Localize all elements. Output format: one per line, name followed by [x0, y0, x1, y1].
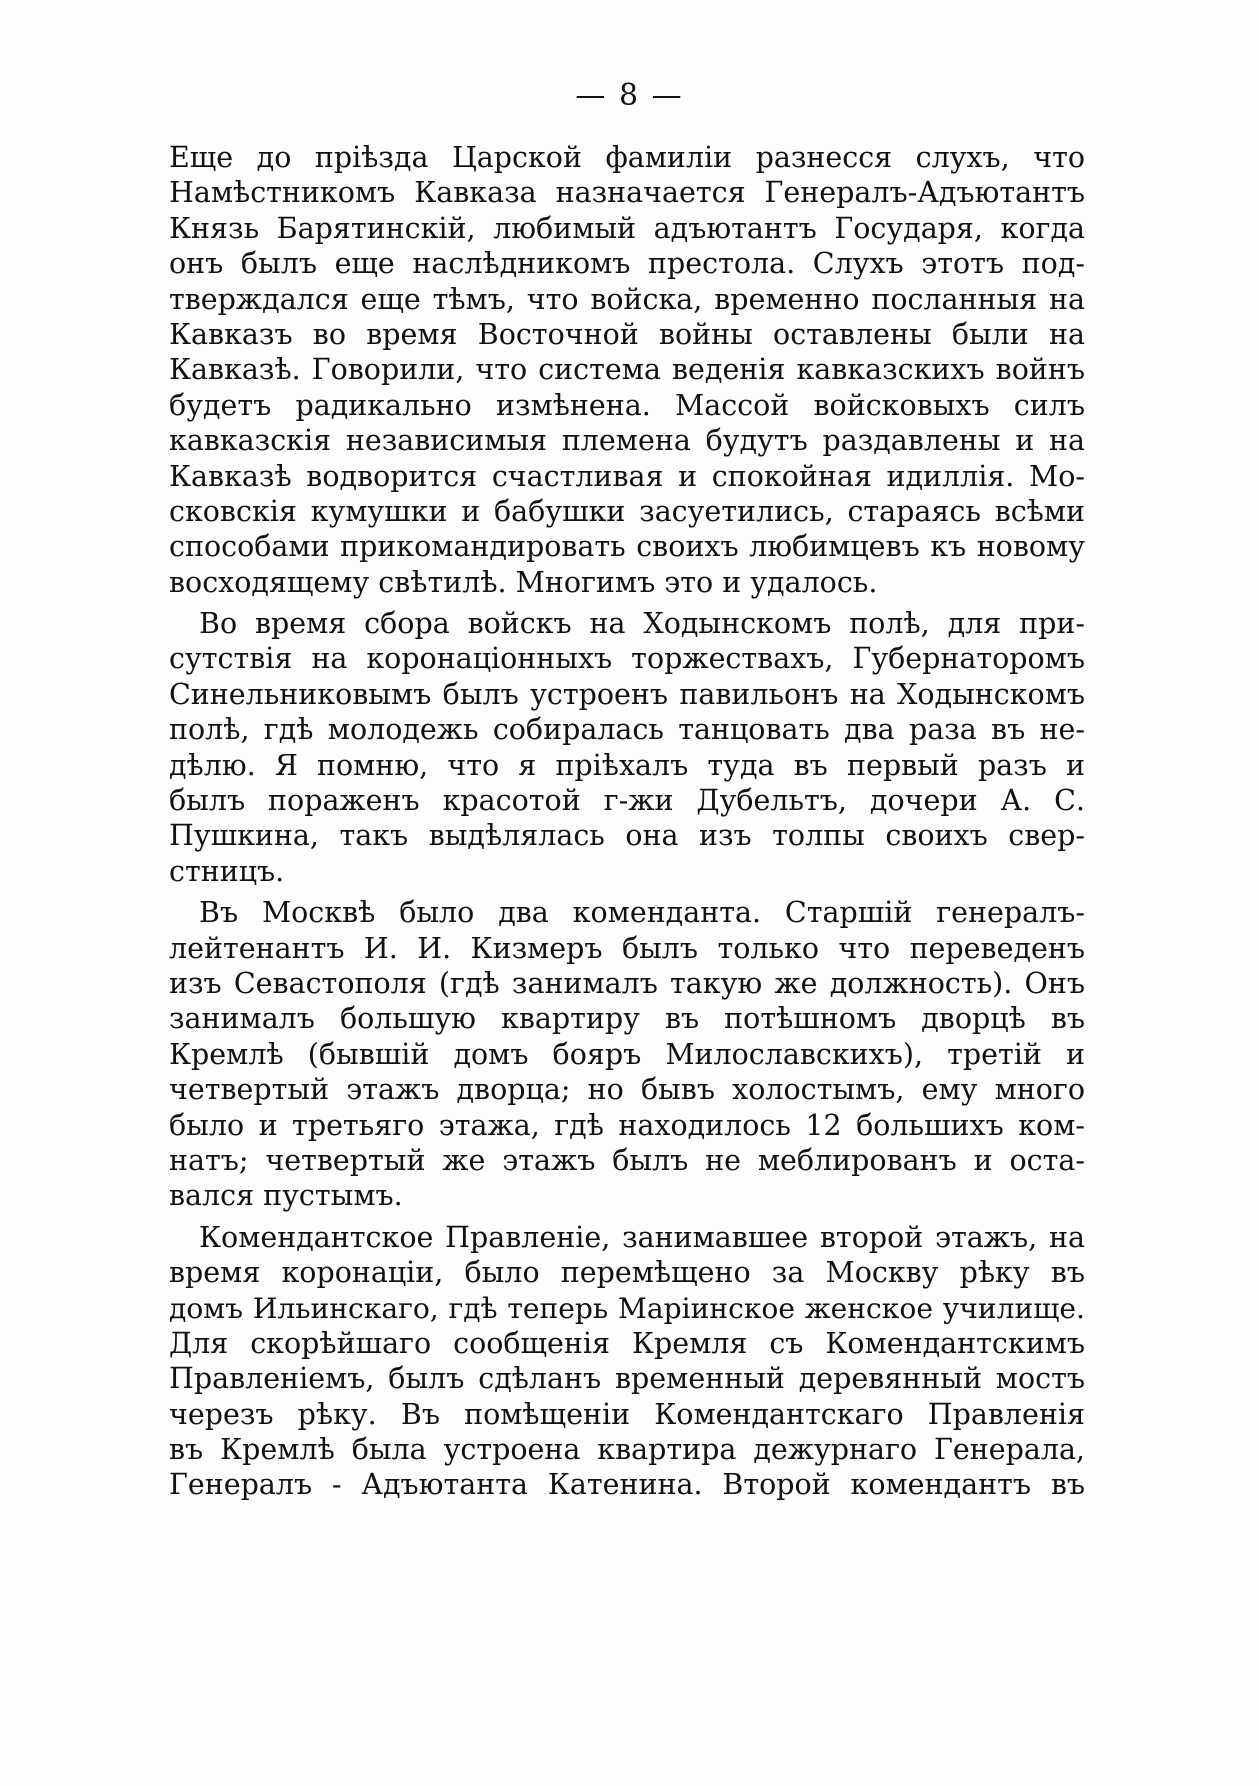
text-line: кавказскія независимыя племена будутъ раздавлены и на	[169, 424, 1085, 458]
text-line: черезъ рѣку. Въ помѣщеніи Комендантскаго Правленія	[169, 1397, 1085, 1431]
text-line: способами прикомандировать своихъ любимцевъ къ новому	[169, 530, 1085, 564]
text-line: сковскія кумушки и бабушки засуетились, стараясь всѣми	[169, 494, 1085, 528]
text-line: домъ Ильинскаго, гдѣ теперь Маріинское женское училище.	[169, 1291, 1085, 1325]
text-line: лейтенантъ И. И. Кизмеръ былъ только что переведенъ	[169, 931, 1085, 965]
text-line: онъ былъ еще наслѣдникомъ престола. Слухъ этотъ под-	[169, 247, 1085, 281]
text-line: Кавказѣ. Говорили, что система веденія кавказскихъ войнъ	[169, 353, 1085, 387]
text-line: четвертый этажъ дворца; но бывъ холостымъ, ему много	[169, 1073, 1085, 1107]
text-line: Пушкина, такъ выдѣлялась она изъ толпы своихъ свер-	[169, 819, 1085, 853]
text-line: время коронаціи, было перемѣщено за Москву рѣку въ	[169, 1256, 1085, 1290]
text-line: Князь Барятинскій, любимый адъютантъ Государя, когда	[169, 211, 1085, 245]
text-line: вался пустымъ.	[169, 1179, 403, 1213]
text-line: Кремлѣ (бывшій домъ бояръ Милославскихъ), третій и	[169, 1037, 1085, 1071]
text-line: стницъ.	[169, 854, 285, 888]
text-line: Генералъ - Адъютанта Катенина. Второй комендантъ въ	[169, 1468, 1085, 1502]
text-line: Кавказѣ водворится счастливая и спокойная идиллія. Мо-	[169, 459, 1085, 493]
text-line: натъ; четвертый же этажъ былъ не меблированъ и оста-	[169, 1143, 1085, 1177]
text-line: было и третьяго этажа, гдѣ находилось 12 большихъ ком-	[169, 1108, 1085, 1142]
paragraph-2	[169, 606, 1085, 889]
paragraph-3	[169, 895, 1085, 1214]
text-line: тверждался еще тѣмъ, что войска, временно посланныя на	[169, 282, 1085, 316]
text-line: Для скорѣйшаго сообщенія Кремля съ Комендантскимъ	[169, 1326, 1085, 1360]
text-line: былъ пораженъ красотой г-жи Дубельтъ, дочери А. С.	[169, 784, 1085, 818]
text-line: Синельниковымъ былъ устроенъ павильонъ на Ходынскомъ	[169, 677, 1085, 711]
page-number: — 8 —	[575, 78, 684, 113]
text-line: занималъ большую квартиру въ потѣшномъ дворцѣ въ	[169, 1002, 1085, 1036]
text-line: Правленіемъ, былъ сдѣланъ временный деревянный мостъ	[169, 1362, 1085, 1396]
text-line: Еще до пріѣзда Царской фамиліи разнесся слухъ, что	[169, 141, 1085, 174]
text-line: Комендантское Правленіе, занимавшее второй этажъ, на	[199, 1220, 1085, 1254]
text-line: Въ Москвѣ было два коменданта. Старшій генералъ-	[199, 896, 1085, 930]
paragraph-1	[169, 140, 1085, 600]
text-line: въ Кремлѣ была устроена квартира дежурнаго Генерала,	[169, 1433, 1085, 1467]
text-line: изъ Севастополя (гдѣ занималъ такую же должность). Онъ	[169, 966, 1085, 1000]
paragraph-4	[169, 1220, 1085, 1503]
text-line: дѣлю. Я помню, что я пріѣхалъ туда въ первый разъ и	[169, 748, 1085, 782]
text-line: Кавказъ во время Восточной войны оставлены были на	[169, 317, 1085, 351]
body-text	[169, 140, 1085, 1503]
text-line: сутствія на коронаціонныхъ торжествахъ, Губернаторомъ	[169, 642, 1085, 676]
text-line: полѣ, гдѣ молодежь собиралась танцовать два раза въ не-	[169, 713, 1085, 747]
text-line: будетъ радикально измѣнена. Массой войсковыхъ силъ	[169, 388, 1085, 422]
text-line: Намѣстникомъ Кавказа назначается Генералъ-Адъютантъ	[169, 176, 1085, 210]
text-line: восходящему свѣтилѣ. Многимъ это и удалось.	[169, 565, 878, 599]
text-line: Во время сбора войскъ на Ходынскомъ полѣ, для при-	[199, 607, 1085, 641]
